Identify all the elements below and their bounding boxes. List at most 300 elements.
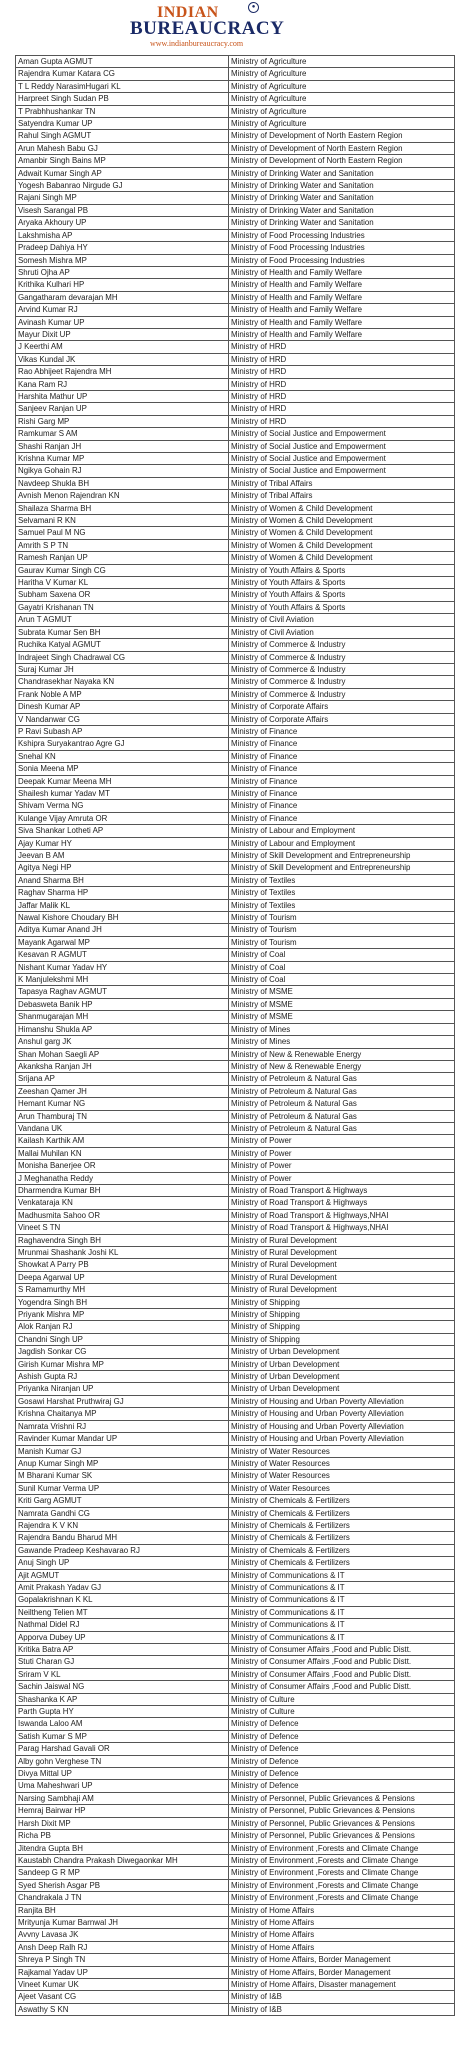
officer-name-cell: V Nandanwar CG (16, 713, 229, 725)
ministry-cell: Ministry of Home Affairs (229, 1904, 455, 1916)
ministry-cell: Ministry of Road Transport & Highways (229, 1197, 455, 1209)
table-row (16, 601, 455, 613)
ministry-cell: Ministry of Corporate Affairs (229, 701, 455, 713)
table-row (16, 961, 455, 973)
officer-name-cell: Subrata Kumar Sen BH (16, 626, 229, 638)
table-row (16, 217, 455, 229)
ministry-cell: Ministry of Labour and Employment (229, 837, 455, 849)
table-row (16, 1085, 455, 1097)
ministry-cell: Ministry of MSME (229, 998, 455, 1010)
ministry-cell: Ministry of Housing and Urban Poverty Alleviation (229, 1433, 455, 1445)
ministry-cell: Ministry of Housing and Urban Poverty Alleviation (229, 1420, 455, 1432)
officer-name-cell: Nathmal Didel RJ (16, 1619, 229, 1631)
ministry-cell: Ministry of Water Resources (229, 1482, 455, 1494)
site-header (0, 0, 463, 52)
officer-name-cell: Gayatri Krishanan TN (16, 601, 229, 613)
officer-name-cell: Yogesh Babanrao Nirgude GJ (16, 180, 229, 192)
table-row (16, 663, 455, 675)
officer-name-cell: Gawande Pradeep Keshavarao RJ (16, 1544, 229, 1556)
ministry-cell: Ministry of Consumer Affairs ,Food and Public Distt. (229, 1668, 455, 1680)
table-row (16, 1110, 455, 1122)
table-row (16, 1842, 455, 1854)
officer-name-cell: Ashish Gupta RJ (16, 1371, 229, 1383)
officer-name-cell: M Bharani Kumar SK (16, 1470, 229, 1482)
ministry-cell: Ministry of MSME (229, 986, 455, 998)
table-row (16, 1916, 455, 1928)
ministry-cell: Ministry of Women & Child Development (229, 502, 455, 514)
ministry-cell: Ministry of Consumer Affairs ,Food and Public Distt. (229, 1681, 455, 1693)
officer-name-cell: Arvind Kumar RJ (16, 304, 229, 316)
officer-name-cell: Raghav Sharma HP (16, 887, 229, 899)
table-row (16, 1743, 455, 1755)
ministry-cell: Ministry of Textiles (229, 887, 455, 899)
ministry-cell: Ministry of Youth Affairs & Sports (229, 601, 455, 613)
table-row (16, 180, 455, 192)
table-row (16, 142, 455, 154)
table-row (16, 118, 455, 130)
officer-name-cell: Deepak Kumar Meena MH (16, 775, 229, 787)
officer-name-cell: Alby gohn Verghese TN (16, 1755, 229, 1767)
ministry-cell: Ministry of Health and Family Welfare (229, 266, 455, 278)
table-row (16, 80, 455, 92)
ministry-cell: Ministry of Commerce & Industry (229, 639, 455, 651)
ministry-cell: Ministry of Skill Development and Entrepreneurship (229, 850, 455, 862)
ministry-cell: Ministry of Social Justice and Empowerment (229, 440, 455, 452)
officer-name-cell: J Keerthi AM (16, 341, 229, 353)
officer-name-cell: Akanksha Ranjan JH (16, 1060, 229, 1072)
ministry-cell: Ministry of Personnel, Public Grievances & Pensions (229, 1792, 455, 1804)
officer-name-cell: Namrata Gandhi CG (16, 1507, 229, 1519)
table-row (16, 1544, 455, 1556)
ministry-cell: Ministry of Rural Development (229, 1259, 455, 1271)
table-row (16, 887, 455, 899)
ministry-cell: Ministry of Finance (229, 725, 455, 737)
table-row (16, 1507, 455, 1519)
officer-name-cell: Arun T AGMUT (16, 614, 229, 626)
table-row (16, 936, 455, 948)
table-row (16, 1420, 455, 1432)
officer-name-cell: Kulange Vijay Amruta OR (16, 812, 229, 824)
ministry-cell: Ministry of Home Affairs (229, 1929, 455, 1941)
table-row (16, 651, 455, 663)
table-row (16, 167, 455, 179)
ministry-cell: Ministry of Communications & IT (229, 1606, 455, 1618)
officer-name-cell: Alok Ranjan RJ (16, 1321, 229, 1333)
officer-name-cell: Gosawi Harshat Pruthwiraj GJ (16, 1395, 229, 1407)
officer-name-cell: Amrith S P TN (16, 539, 229, 551)
table-row (16, 1978, 455, 1990)
officer-name-cell: P Ravi Subash AP (16, 725, 229, 737)
ministry-cell: Ministry of New & Renewable Energy (229, 1060, 455, 1072)
officer-name-cell: Neiltheng Telien MT (16, 1606, 229, 1618)
officer-name-cell: Subham Saxena OR (16, 589, 229, 601)
officer-name-cell: Shanmugarajan MH (16, 1011, 229, 1023)
table-row (16, 328, 455, 340)
table-row (16, 1581, 455, 1593)
table-row (16, 1457, 455, 1469)
table-row (16, 701, 455, 713)
table-row (16, 1805, 455, 1817)
officer-name-cell: Richa PB (16, 1830, 229, 1842)
table-row (16, 1160, 455, 1172)
table-row (16, 56, 455, 68)
officer-name-cell: Aryaka Akhoury UP (16, 217, 229, 229)
table-row (16, 1147, 455, 1159)
ministry-cell: Ministry of Water Resources (229, 1445, 455, 1457)
table-row (16, 1098, 455, 1110)
ministry-cell: Ministry of Finance (229, 763, 455, 775)
officer-name-cell: Rajendra Bandu Bharud MH (16, 1532, 229, 1544)
table-row (16, 1222, 455, 1234)
table-row (16, 1284, 455, 1296)
officer-name-cell: Vineet Kumar UK (16, 1978, 229, 1990)
table-row (16, 1445, 455, 1457)
officer-name-cell: Ansh Deep Ralh RJ (16, 1941, 229, 1953)
officer-name-cell: Shailesh kumar Yadav MT (16, 787, 229, 799)
ministry-cell: Ministry of Food Processing Industries (229, 229, 455, 241)
officer-name-cell: Kshipra Suryakantrao Agre GJ (16, 738, 229, 750)
table-row (16, 1991, 455, 2003)
table-row (16, 1929, 455, 1941)
table-row (16, 688, 455, 700)
ministry-cell: Ministry of Tourism (229, 924, 455, 936)
ministry-cell: Ministry of Tourism (229, 912, 455, 924)
officer-name-cell: Avinash Kumar UP (16, 316, 229, 328)
table-row (16, 998, 455, 1010)
table-row (16, 1172, 455, 1184)
ministry-cell: Ministry of HRD (229, 390, 455, 402)
ministry-cell: Ministry of Skill Development and Entrepreneurship (229, 862, 455, 874)
table-row (16, 1495, 455, 1507)
officer-name-cell: Hemant Kumar NG (16, 1098, 229, 1110)
table-row (16, 1780, 455, 1792)
ministry-cell: Ministry of Tourism (229, 936, 455, 948)
ministry-cell: Ministry of Civil Aviation (229, 626, 455, 638)
table-row (16, 1184, 455, 1196)
posting-table (15, 55, 455, 2016)
ministry-cell: Ministry of Environment ,Forests and Climate Change (229, 1867, 455, 1879)
table-row (16, 403, 455, 415)
officer-name-cell: K Manjulekshmi MH (16, 974, 229, 986)
ministry-cell: Ministry of Finance (229, 775, 455, 787)
officer-name-cell: Venkataraja KN (16, 1197, 229, 1209)
officer-name-cell: Mayur Dixit UP (16, 328, 229, 340)
officer-name-cell: Satyendra Kumar UP (16, 118, 229, 130)
ministry-cell: Ministry of Finance (229, 738, 455, 750)
table-row (16, 626, 455, 638)
ministry-cell: Ministry of Coal (229, 949, 455, 961)
officer-name-cell: Navdeep Shukla BH (16, 477, 229, 489)
ministry-cell: Ministry of Women & Child Development (229, 552, 455, 564)
ministry-cell: Ministry of Health and Family Welfare (229, 304, 455, 316)
officer-name-cell: Stuti Charan GJ (16, 1656, 229, 1668)
ministry-cell: Ministry of Drinking Water and Sanitation (229, 217, 455, 229)
ministry-cell: Ministry of Drinking Water and Sanitation (229, 180, 455, 192)
officer-name-cell: Kritika Batra AP (16, 1644, 229, 1656)
table-row (16, 366, 455, 378)
ministry-cell: Ministry of HRD (229, 353, 455, 365)
ministry-cell: Ministry of Petroleum & Natural Gas (229, 1098, 455, 1110)
officer-name-cell: Haritha V Kumar KL (16, 577, 229, 589)
ministry-cell: Ministry of Consumer Affairs ,Food and Public Distt. (229, 1644, 455, 1656)
table-row (16, 974, 455, 986)
officer-name-cell: Shan Mohan Saegli AP (16, 1048, 229, 1060)
officer-name-cell: Sandeep G R MP (16, 1867, 229, 1879)
officer-name-cell: Ravinder Kumar Mandar UP (16, 1433, 229, 1445)
ministry-cell: Ministry of Power (229, 1147, 455, 1159)
ministry-cell: Ministry of Defence (229, 1718, 455, 1730)
table-row (16, 316, 455, 328)
ministry-cell: Ministry of Urban Development (229, 1346, 455, 1358)
officer-name-cell: Zeeshan Qamer JH (16, 1085, 229, 1097)
table-row (16, 1036, 455, 1048)
ministry-cell: Ministry of Shipping (229, 1333, 455, 1345)
ministry-cell: Ministry of Social Justice and Empowerment (229, 453, 455, 465)
table-row (16, 68, 455, 80)
table-row (16, 1854, 455, 1866)
table-row (16, 676, 455, 688)
ministry-cell: Ministry of Rural Development (229, 1284, 455, 1296)
ministry-cell: Ministry of Water Resources (229, 1470, 455, 1482)
table-row (16, 266, 455, 278)
officer-name-cell: Syed Sherish Asgar PB (16, 1879, 229, 1891)
table-row (16, 254, 455, 266)
table-row (16, 1433, 455, 1445)
officer-name-cell: Kana Ram RJ (16, 378, 229, 390)
table-row (16, 130, 455, 142)
officer-name-cell: Sachin Jaiswal NG (16, 1681, 229, 1693)
officer-name-cell: Jaffar Malik KL (16, 899, 229, 911)
officer-name-cell: Avnish Menon Rajendran KN (16, 490, 229, 502)
officer-name-cell: Lakshmisha AP (16, 229, 229, 241)
officer-name-cell: Siva Shankar Lotheti AP (16, 825, 229, 837)
officer-name-cell: Iswanda Laloo AM (16, 1718, 229, 1730)
officer-name-cell: Krishna Chaitanya MP (16, 1408, 229, 1420)
ministry-cell: Ministry of Coal (229, 974, 455, 986)
officer-name-cell: Pradeep Dahiya HY (16, 242, 229, 254)
officer-name-cell: Rajani Singh MP (16, 192, 229, 204)
table-row (16, 1557, 455, 1569)
ministry-cell: Ministry of Tribal Affairs (229, 477, 455, 489)
officer-name-cell: Rajendra Kumar Katara CG (16, 68, 229, 80)
officer-name-cell: Rajendra K V KN (16, 1519, 229, 1531)
officer-name-cell: Suraj Kumar JH (16, 663, 229, 675)
ministry-cell: Ministry of Commerce & Industry (229, 676, 455, 688)
ministry-cell: Ministry of Personnel, Public Grievances & Pensions (229, 1830, 455, 1842)
ministry-cell: Ministry of Power (229, 1160, 455, 1172)
ministry-cell: Ministry of Women & Child Development (229, 527, 455, 539)
table-row (16, 304, 455, 316)
table-row (16, 986, 455, 998)
table-row (16, 279, 455, 291)
officer-name-cell: Gaurav Kumar Singh CG (16, 564, 229, 576)
officer-name-cell: Gangatharam devarajan MH (16, 291, 229, 303)
ministry-cell: Ministry of Health and Family Welfare (229, 279, 455, 291)
ministry-cell: Ministry of I&B (229, 2003, 455, 2015)
ministry-cell: Ministry of Road Transport & Highways (229, 1184, 455, 1196)
officer-name-cell: Mrityunja Kumar Barnwal JH (16, 1916, 229, 1928)
table-row (16, 1532, 455, 1544)
officer-name-cell: Shruti Ojha AP (16, 266, 229, 278)
table-row (16, 1830, 455, 1842)
officer-name-cell: Krishna Kumar MP (16, 453, 229, 465)
officer-name-cell: Tapasya Raghav AGMUT (16, 986, 229, 998)
ministry-cell: Ministry of Home Affairs, Border Management (229, 1966, 455, 1978)
table-row (16, 1941, 455, 1953)
table-row (16, 1792, 455, 1804)
table-row (16, 912, 455, 924)
table-row (16, 787, 455, 799)
ministry-cell: Ministry of Shipping (229, 1321, 455, 1333)
table-row (16, 490, 455, 502)
ministry-cell: Ministry of Defence (229, 1768, 455, 1780)
table-row (16, 1718, 455, 1730)
table-row (16, 1321, 455, 1333)
officer-name-cell: Aditya Kumar Anand JH (16, 924, 229, 936)
ministry-cell: Ministry of Food Processing Industries (229, 242, 455, 254)
officer-name-cell: Shivam Verma NG (16, 800, 229, 812)
officer-name-cell: Shashanka K AP (16, 1693, 229, 1705)
table-row (16, 428, 455, 440)
table-row (16, 465, 455, 477)
ministry-cell: Ministry of Youth Affairs & Sports (229, 577, 455, 589)
ministry-cell: Ministry of HRD (229, 366, 455, 378)
officer-name-cell: Harpreet Singh Sudan PB (16, 93, 229, 105)
table-row (16, 1594, 455, 1606)
ministry-cell: Ministry of Communications & IT (229, 1631, 455, 1643)
officer-name-cell: Gopalakrishnan K KL (16, 1594, 229, 1606)
officer-name-cell: Ranjita BH (16, 1904, 229, 1916)
table-row (16, 1954, 455, 1966)
officer-name-cell: Sanjeev Ranjan UP (16, 403, 229, 415)
ministry-cell: Ministry of Environment ,Forests and Climate Change (229, 1879, 455, 1891)
officer-name-cell: Monisha Banerjee OR (16, 1160, 229, 1172)
table-row (16, 1879, 455, 1891)
officer-name-cell: Sriram V KL (16, 1668, 229, 1680)
ministry-cell: Ministry of Commerce & Industry (229, 663, 455, 675)
officer-name-cell: Anand Sharma BH (16, 874, 229, 886)
table-row (16, 1706, 455, 1718)
officer-name-cell: Debasweta Banik HP (16, 998, 229, 1010)
table-row (16, 564, 455, 576)
officer-name-cell: Mrunmai Shashank Joshi KL (16, 1247, 229, 1259)
table-row (16, 1631, 455, 1643)
officer-name-cell: T Prabhhushankar TN (16, 105, 229, 117)
table-row (16, 577, 455, 589)
officer-name-cell: Shashi Ranjan JH (16, 440, 229, 452)
table-row (16, 242, 455, 254)
officer-name-cell: Srijana AP (16, 1073, 229, 1085)
brand-top-text: INDIAN (157, 4, 219, 21)
ministry-cell: Ministry of Youth Affairs & Sports (229, 589, 455, 601)
ministry-cell: Ministry of Coal (229, 961, 455, 973)
ministry-cell: Ministry of Chemicals & Fertilizers (229, 1532, 455, 1544)
officer-name-cell: Amit Prakash Yadav GJ (16, 1581, 229, 1593)
officer-name-cell: Priyank Mishra MP (16, 1309, 229, 1321)
table-row (16, 1470, 455, 1482)
table-row (16, 1247, 455, 1259)
officer-name-cell: Hemraj Bairwar HP (16, 1805, 229, 1817)
table-row (16, 1619, 455, 1631)
officer-name-cell: Rishi Garg MP (16, 415, 229, 427)
officer-name-cell: Kesavan R AGMUT (16, 949, 229, 961)
table-row (16, 1234, 455, 1246)
ministry-cell: Ministry of Agriculture (229, 93, 455, 105)
officer-name-cell: Vikas Kundal JK (16, 353, 229, 365)
ministry-cell: Ministry of Women & Child Development (229, 515, 455, 527)
table-row (16, 477, 455, 489)
officer-name-cell: Chandrasekhar Nayaka KN (16, 676, 229, 688)
officer-name-cell: Yogendra Singh BH (16, 1296, 229, 1308)
table-row (16, 453, 455, 465)
ministry-cell: Ministry of MSME (229, 1011, 455, 1023)
officer-name-cell: Frank Noble A MP (16, 688, 229, 700)
ministry-cell: Ministry of Rural Development (229, 1247, 455, 1259)
officer-name-cell: Anshul garg JK (16, 1036, 229, 1048)
table-row (16, 1519, 455, 1531)
officer-name-cell: T L Reddy NarasimHugari KL (16, 80, 229, 92)
ministry-cell: Ministry of Health and Family Welfare (229, 316, 455, 328)
ministry-cell: Ministry of Commerce & Industry (229, 688, 455, 700)
officer-name-cell: Shailaza Sharma BH (16, 502, 229, 514)
officer-name-cell: Aman Gupta AGMUT (16, 56, 229, 68)
ministry-cell: Ministry of Defence (229, 1755, 455, 1767)
table-row (16, 713, 455, 725)
ministry-cell: Ministry of Personnel, Public Grievances & Pensions (229, 1805, 455, 1817)
table-row (16, 204, 455, 216)
table-row (16, 1122, 455, 1134)
ministry-cell: Ministry of I&B (229, 1991, 455, 2003)
table-row (16, 1333, 455, 1345)
table-row (16, 874, 455, 886)
ministry-cell: Ministry of Development of North Eastern Region (229, 130, 455, 142)
table-row (16, 1904, 455, 1916)
officer-name-cell: Nawal Kishore Choudary BH (16, 912, 229, 924)
ministry-cell: Ministry of Finance (229, 750, 455, 762)
table-row (16, 527, 455, 539)
table-row (16, 750, 455, 762)
officer-name-cell: Priyanka Niranjan UP (16, 1383, 229, 1395)
ministry-cell: Ministry of Housing and Urban Poverty Alleviation (229, 1395, 455, 1407)
table-row (16, 515, 455, 527)
officer-name-cell: Ngikya Gohain RJ (16, 465, 229, 477)
ministry-cell: Ministry of Chemicals & Fertilizers (229, 1495, 455, 1507)
officer-name-cell: Manish Kumar GJ (16, 1445, 229, 1457)
ministry-cell: Ministry of Mines (229, 1023, 455, 1035)
ministry-cell: Ministry of Chemicals & Fertilizers (229, 1507, 455, 1519)
officer-name-cell: Ramesh Ranjan UP (16, 552, 229, 564)
officer-name-cell: Dinesh Kumar AP (16, 701, 229, 713)
officer-name-cell: Somesh Mishra MP (16, 254, 229, 266)
table-row (16, 614, 455, 626)
officer-name-cell: Harsh Dixit MP (16, 1817, 229, 1829)
ministry-cell: Ministry of Road Transport & Highways,NHAI (229, 1209, 455, 1221)
ministry-cell: Ministry of Urban Development (229, 1371, 455, 1383)
officer-name-cell: Chandrakala J TN (16, 1892, 229, 1904)
ministry-cell: Ministry of Civil Aviation (229, 614, 455, 626)
table-row (16, 2003, 455, 2015)
ministry-cell: Ministry of Communications & IT (229, 1594, 455, 1606)
ministry-cell: Ministry of Shipping (229, 1296, 455, 1308)
table-row (16, 1358, 455, 1370)
table-row (16, 1730, 455, 1742)
ministry-cell: Ministry of Rural Development (229, 1271, 455, 1283)
ministry-cell: Ministry of Personnel, Public Grievances & Pensions (229, 1817, 455, 1829)
officer-name-cell: Anuj Singh UP (16, 1557, 229, 1569)
ministry-cell: Ministry of Petroleum & Natural Gas (229, 1110, 455, 1122)
posting-table-body (16, 56, 455, 2016)
table-row (16, 1259, 455, 1271)
